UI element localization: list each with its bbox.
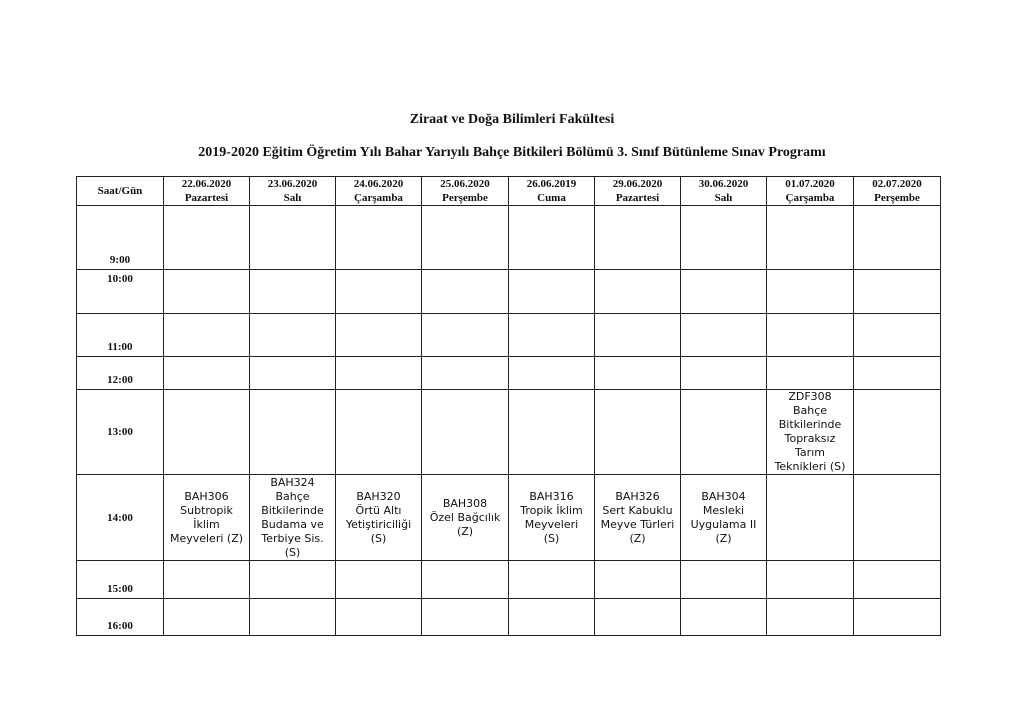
exam-cell-bah320: BAH320 Örtü Altı Yetiştiriciliği (S) [336, 475, 422, 561]
column-header: 22.06.2020 Pazartesi [164, 177, 250, 206]
slot-cell [509, 314, 595, 357]
column-header: 30.06.2020 Salı [681, 177, 767, 206]
slot-cell [595, 314, 681, 357]
hour-row [77, 357, 941, 390]
column-header: 02.07.2020 Perşembe [854, 177, 941, 206]
slot-cell [422, 270, 509, 314]
slot-cell [250, 270, 336, 314]
slot-cell [767, 599, 854, 636]
exam-cell-bah326: BAH326 Sert Kabuklu Meyve Türleri (Z) [595, 475, 681, 561]
slot-cell [854, 475, 941, 561]
slot-cell [509, 270, 595, 314]
slot-cell [854, 357, 941, 390]
column-header: 01.07.2020 Çarşamba [767, 177, 854, 206]
slot-cell [681, 599, 767, 636]
hour-label: 11:00 [77, 314, 164, 357]
slot-cell [681, 390, 767, 475]
slot-cell [336, 390, 422, 475]
column-header: 26.06.2019 Cuma [509, 177, 595, 206]
hour-label: 9:00 [77, 206, 164, 270]
slot-cell [681, 270, 767, 314]
slot-cell [336, 270, 422, 314]
slot-cell [509, 561, 595, 599]
slot-cell [250, 314, 336, 357]
slot-cell [854, 599, 941, 636]
header-row [77, 177, 941, 206]
slot-cell [422, 206, 509, 270]
exam-cell-bah316: BAH316 Tropik İklim Meyveleri (S) [509, 475, 595, 561]
slot-cell [336, 357, 422, 390]
hour-label: 13:00 [77, 390, 164, 475]
slot-cell [509, 599, 595, 636]
hour-row [77, 599, 941, 636]
slot-cell [336, 314, 422, 357]
slot-cell [681, 206, 767, 270]
slot-cell [250, 357, 336, 390]
slot-cell [595, 390, 681, 475]
slot-cell [854, 390, 941, 475]
column-header: 24.06.2020 Çarşamba [336, 177, 422, 206]
slot-cell [854, 206, 941, 270]
slot-cell [422, 390, 509, 475]
slot-cell [767, 206, 854, 270]
slot-cell [509, 357, 595, 390]
slot-cell [681, 314, 767, 357]
slot-cell [336, 206, 422, 270]
corner-header: Saat/Gün [77, 177, 164, 206]
hour-row [77, 270, 941, 314]
hour-label: 15:00 [77, 561, 164, 599]
slot-cell [164, 599, 250, 636]
slot-cell [164, 206, 250, 270]
hour-row [77, 314, 941, 357]
exam-cell-bah324: BAH324 Bahçe Bitkilerinde Budama ve Terbiye Sis. (S) [250, 475, 336, 561]
hour-label: 14:00 [77, 475, 164, 561]
slot-cell [681, 357, 767, 390]
hour-label: 10:00 [77, 270, 164, 314]
slot-cell [767, 475, 854, 561]
hour-label: 16:00 [77, 599, 164, 636]
exam-cell-bah306: BAH306 Subtropik İklim Meyveleri (Z) [164, 475, 250, 561]
column-header: 29.06.2020 Pazartesi [595, 177, 681, 206]
slot-cell [164, 314, 250, 357]
slot-cell [767, 561, 854, 599]
column-header: 23.06.2020 Salı [250, 177, 336, 206]
exam-schedule-table [76, 176, 941, 636]
slot-cell [595, 270, 681, 314]
slot-cell [854, 561, 941, 599]
slot-cell [422, 357, 509, 390]
slot-cell [767, 314, 854, 357]
slot-cell [336, 599, 422, 636]
slot-cell [595, 357, 681, 390]
slot-cell [681, 561, 767, 599]
slot-cell [250, 561, 336, 599]
slot-cell [509, 390, 595, 475]
slot-cell [164, 561, 250, 599]
slot-cell [164, 270, 250, 314]
slot-cell [595, 206, 681, 270]
slot-cell [422, 599, 509, 636]
hour-row [77, 390, 941, 475]
faculty-title: Ziraat ve Doğa Bilimleri Fakültesi [409, 112, 615, 127]
slot-cell [250, 390, 336, 475]
exam-cell-bah308: BAH308 Özel Bağcılık (Z) [422, 475, 509, 561]
slot-cell [336, 561, 422, 599]
slot-cell [767, 357, 854, 390]
slot-cell [422, 314, 509, 357]
slot-cell [854, 314, 941, 357]
slot-cell [509, 206, 595, 270]
exam-cell-zdf308: ZDF308 Bahçe Bitkilerinde Topraksız Tarım Teknikleri (S) [767, 390, 854, 475]
column-header: 25.06.2020 Perşembe [422, 177, 509, 206]
hour-row [77, 206, 941, 270]
slot-cell [767, 270, 854, 314]
slot-cell [595, 561, 681, 599]
hour-row [77, 561, 941, 599]
hour-label: 12:00 [77, 357, 164, 390]
slot-cell [250, 599, 336, 636]
slot-cell [164, 357, 250, 390]
hour-row [77, 475, 941, 561]
slot-cell [164, 390, 250, 475]
slot-cell [595, 599, 681, 636]
slot-cell [250, 206, 336, 270]
exam-cell-bah304: BAH304 Mesleki Uygulama II (Z) [681, 475, 767, 561]
slot-cell [854, 270, 941, 314]
slot-cell [422, 561, 509, 599]
program-title: 2019-2020 Eğitim Öğretim Yılı Bahar Yarıyılı Bahçe Bitkileri Bölümü 3. Sınıf Bütünleme Sınav Programı [198, 145, 826, 160]
